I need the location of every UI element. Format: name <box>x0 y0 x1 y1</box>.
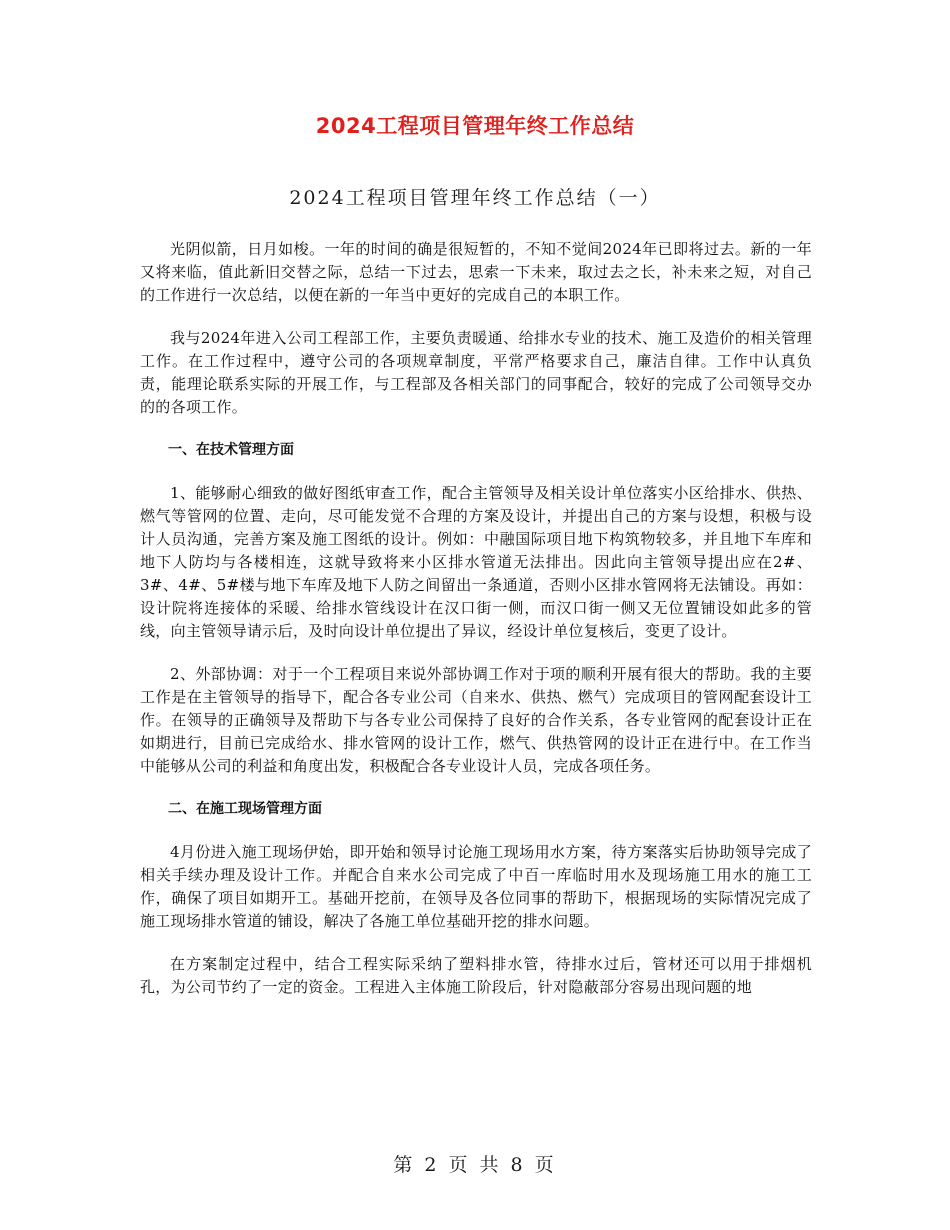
paragraph: 光阴似箭，日月如梭。一年的时间的确是很短暂的，不知不觉间2024年已即将过去。新的一年又将来临，值此新旧交替之际，总结一下过去，思索一下未来，取过去之长，补未来之短，对自己的工作进行一次总结，以便在新的一年当中更好的完成自己的本职工作。 <box>140 240 812 304</box>
page-number-footer: 第 2 页 共 8 页 <box>393 1154 557 1176</box>
document-subtitle: 2024工程项目管理年终工作总结（一） <box>289 187 661 209</box>
document-body <box>140 238 812 1019</box>
section-heading: 二、在施工现场管理方面 <box>168 801 322 817</box>
document-title: 2024工程项目管理年终工作总结 <box>315 114 635 138</box>
paragraph: 1、能够耐心细致的做好图纸审查工作，配合主管领导及相关设计单位落实小区给排水、供热、燃气等管网的位置、走向，尽可能发觉不合理的方案及设计，并提出自己的方案与设想，积极与设计人员沟通，完善方案及施工图纸的设计。例如：中融国际项目地下构筑物较多，并且地下车库和地下人防均与各楼相连，这就导致将来小区排水管道无法排出。因此向主管领导提出应在2#、3#、4#、5#楼与地下车库及地下人防之间留出一条通道，否则小区排水管网将无法铺设。再如：设计院将连接体的采暖、给排水管线设计在汉口街一侧，而汉口街一侧又无位置铺设如此多的管线，向主管领导请示后，及时向设计单位提出了异议，经设计单位复核后，变更了设计。 <box>140 484 812 640</box>
section-heading: 一、在技术管理方面 <box>168 442 294 458</box>
paragraph: 在方案制定过程中，结合工程实际采纳了塑料排水管，待排水过后，管材还可以用于排烟机孔，为公司节约了一定的资金。工程进入主体施工阶段后，针对隐蔽部分容易出现问题的地 <box>140 955 812 996</box>
paragraph: 2、外部协调：对于一个工程项目来说外部协调工作对于项的顺利开展有很大的帮助。我的主要工作是在主管领导的指导下，配合各专业公司（自来水、供热、燃气）完成项目的管网配套设计工作。在领导的正确领导及帮助下与各专业公司保持了良好的合作关系，各专业管网的配套设计正在如期进行，目前已完成给水、排水管网的设计工作，燃气、供热管网的设计正在进行中。在工作当中能够从公司的利益和角度出发，积极配合各专业设计人员，完成各项任务。 <box>140 665 812 775</box>
paragraph: 4月份进入施工现场伊始，即开始和领导讨论施工现场用水方案，待方案落实后协助领导完成了相关手续办理及设计工作。并配合自来水公司完成了中百一库临时用水及现场施工用水的施工工作，确保了项目如期开工。基础开挖前，在领导及各位同事的帮助下，根据现场的实际情况完成了施工现场排水管道的铺设，解决了各施工单位基础开挖的排水问题。 <box>140 843 812 930</box>
paragraph: 我与2024年进入公司工程部工作，主要负责暖通、给排水专业的技术、施工及造价的相关管理工作。在工作过程中，遵守公司的各项规章制度，平常严格要求自己，廉洁自律。工作中认真负责，能理论联系实际的开展工作，与工程部及各相关部门的同事配合，较好的完成了公司领导交办的的各项工作。 <box>140 329 812 416</box>
